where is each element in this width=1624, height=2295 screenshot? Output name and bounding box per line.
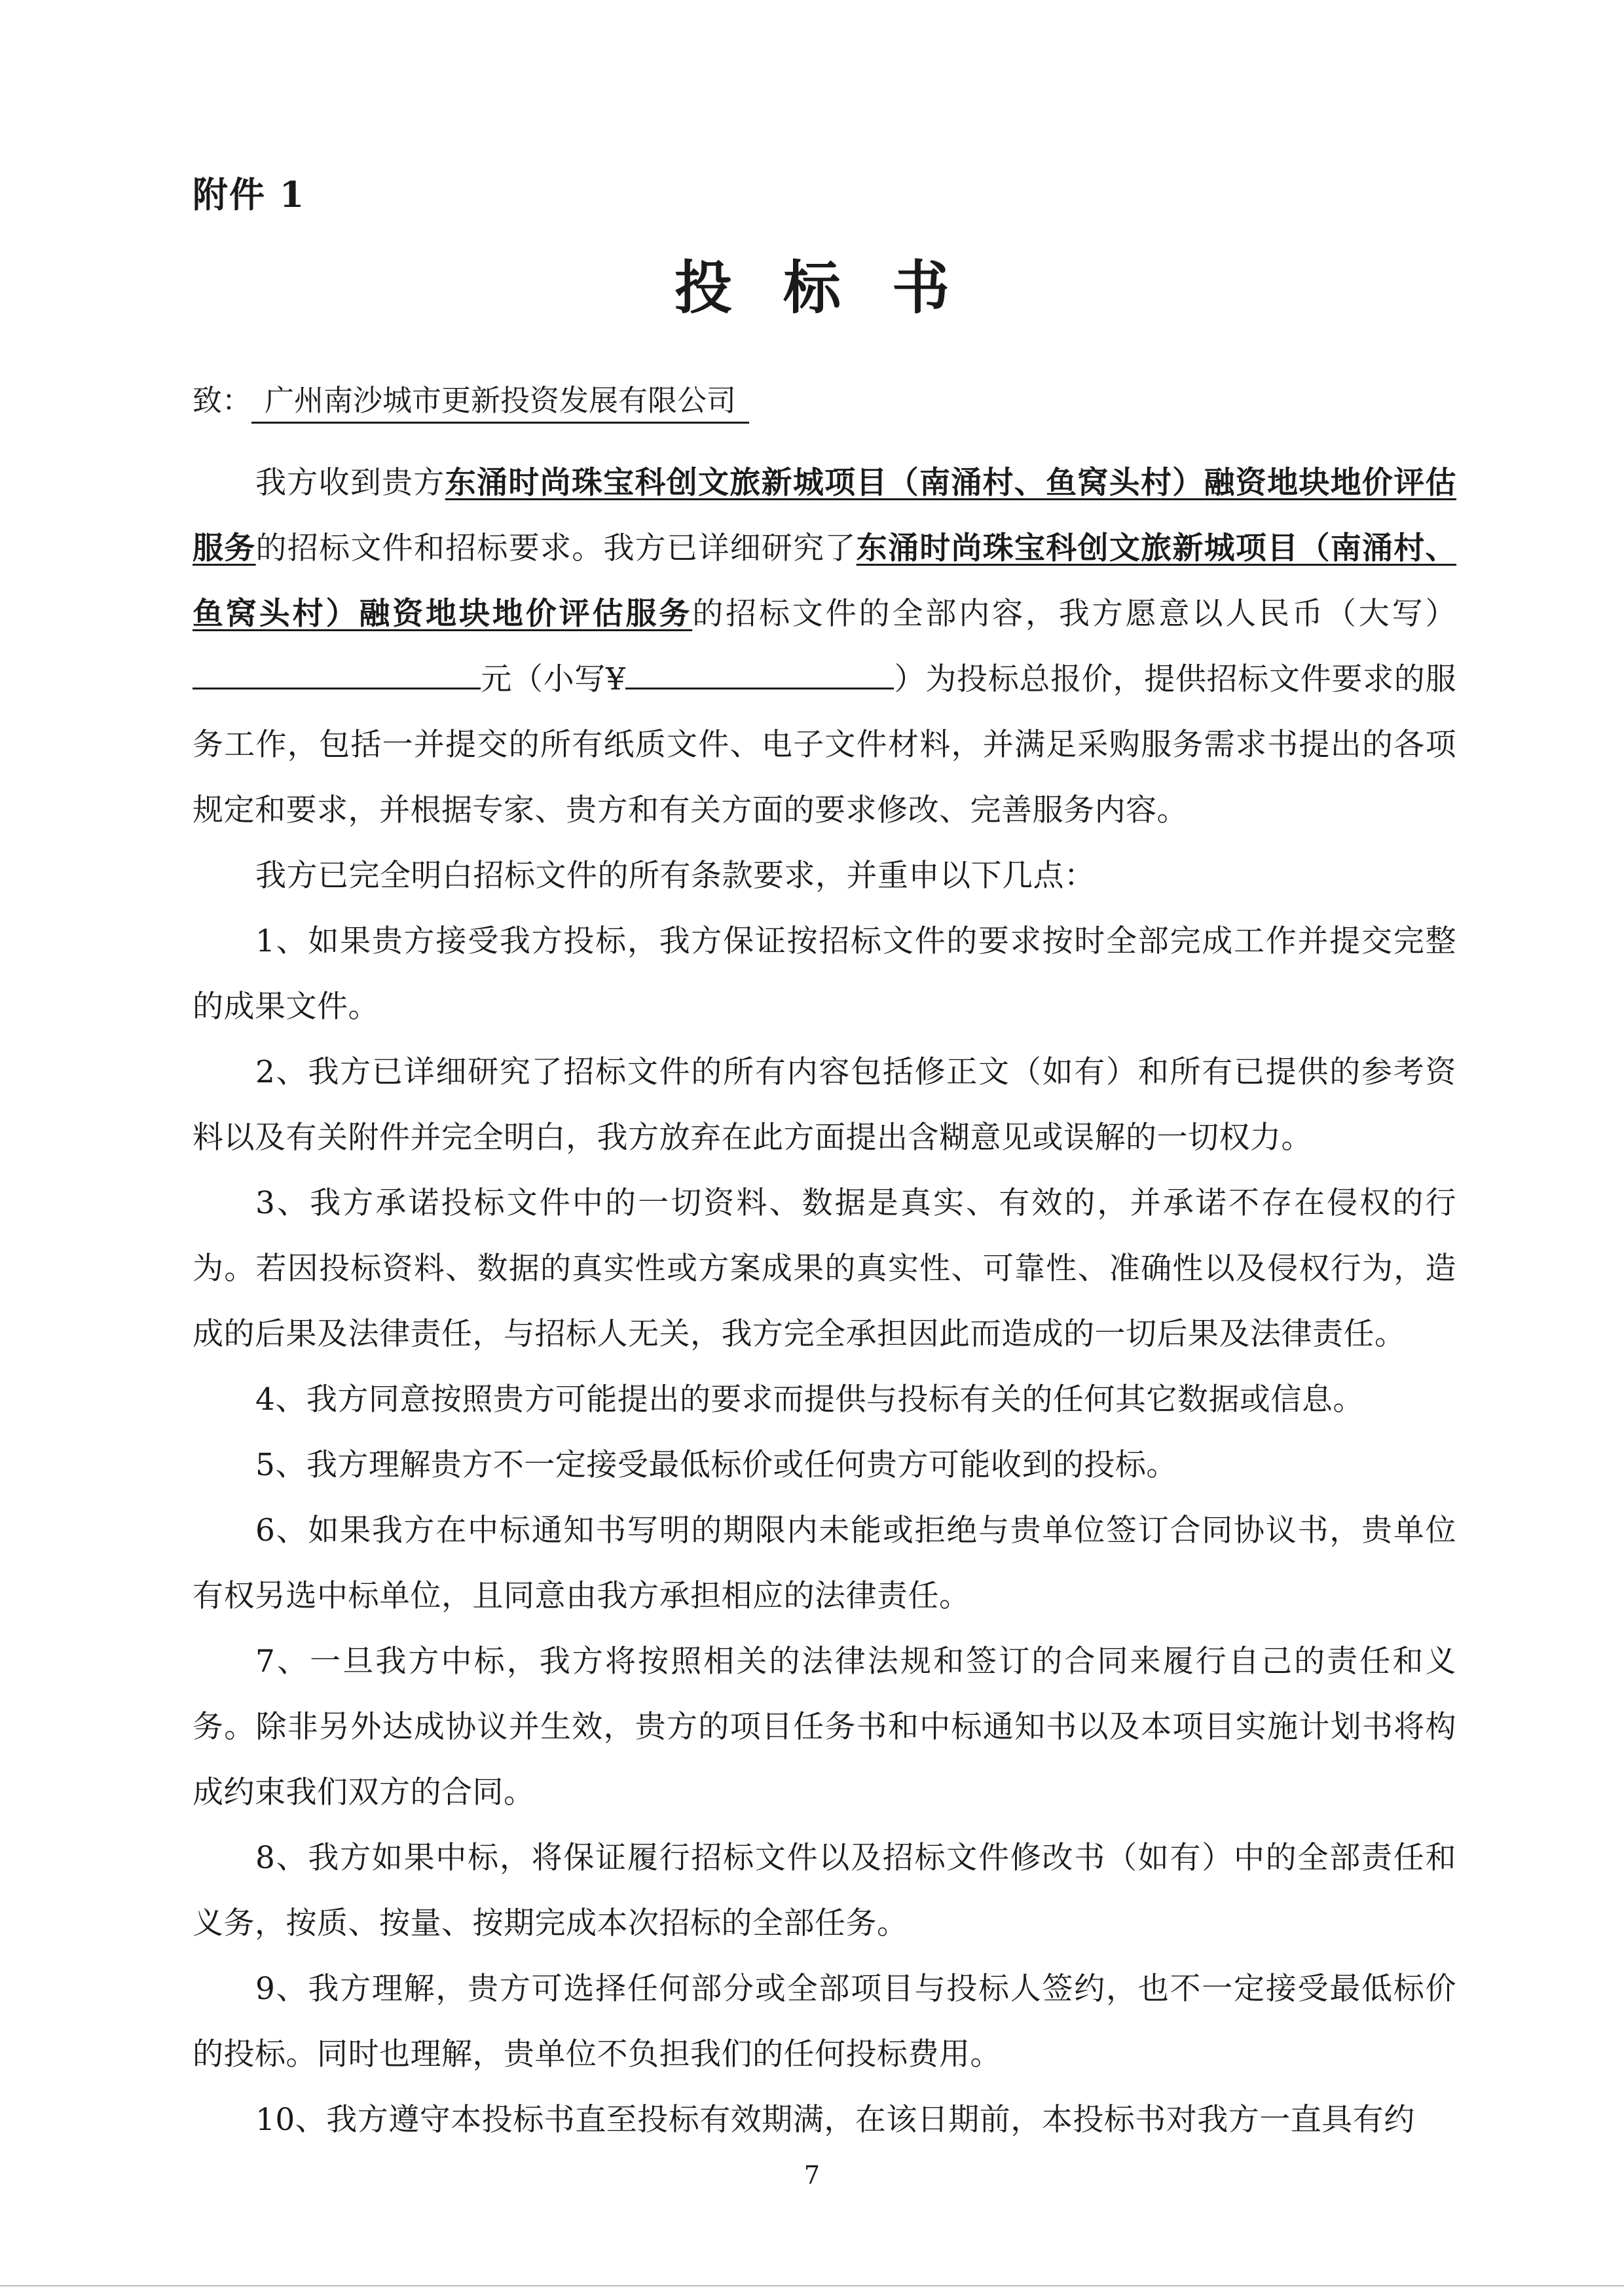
clause-7: 7、一旦我方中标，我方将按照相关的法律法规和签订的合同来履行自己的责任和义务。除非另外达成协议并生效，贵方的项目任务书和中标通知书以及本项目实施计划书将构成约束我们双方的合同。	[193, 1643, 1456, 1810]
clause-6: 6、如果我方在中标通知书写明的期限内未能或拒绝与贵单位签订合同协议书，贵单位有权另选中标单位，且同意由我方承担相应的法律责任。	[193, 1513, 1456, 1614]
document-title: 投标书	[674, 253, 1001, 321]
attachment-label: 附件 1	[193, 174, 306, 215]
intro-text-1: 我方收到贵方	[255, 465, 445, 501]
clause-5: 5、我方理解贵方不一定接受最低标价或任何贵方可能收到的投标。	[255, 1447, 1177, 1483]
addressee-prefix: 致：	[193, 383, 252, 418]
addressee-line	[193, 376, 749, 424]
intro-text-3: 的招标文件的全部内容，我方愿意以人民币（大写）	[692, 596, 1457, 632]
intro-text-4: 元（小写¥	[481, 661, 626, 697]
addressee-company: 广州南沙城市更新投资发展有限公司	[251, 376, 749, 424]
document-body	[193, 450, 1456, 2153]
price-lowercase-blank	[625, 661, 894, 689]
project-name-1: 东涌时尚珠宝科创文旅新城项目（南涌村、鱼窝头村）融资地块地价评估服务	[193, 465, 1456, 566]
intro-text-2: 的招标文件和招标要求。我方已详细研究了	[255, 530, 857, 566]
clause-1: 1、如果贵方接受我方投标，我方保证按招标文件的要求按时全部完成工作并提交完整的成果文件。	[193, 923, 1456, 1025]
clause-3: 3、我方承诺投标文件中的一切资料、数据是真实、有效的，并承诺不存在侵权的行为。若因投标资料、数据的真实性或方案成果的真实性、可靠性、准确性以及侵权行为，造成的后果及法律责任，与招标人无关，我方完全承担因此而造成的一切后果及法律责任。	[193, 1185, 1456, 1352]
project-name-2: 东涌时尚珠宝科创文旅新城项目（南涌村、鱼窝头村）融资地块地价评估服务	[193, 530, 1457, 632]
clause-10: 10、我方遵守本投标书直至投标有效期满，在该日期前，本投标书对我方一直具有约	[255, 2102, 1415, 2138]
page-number: 7	[803, 2161, 821, 2190]
intro-paragraph	[193, 450, 1456, 843]
scan-edge-line	[0, 2285, 1624, 2286]
clause-9: 9、我方理解，贵方可选择任何部分或全部项目与投标人签约，也不一定接受最低标价的投标。同时也理解，贵单位不负担我们的任何投标费用。	[193, 1971, 1456, 2072]
statement-paragraph: 我方已完全明白招标文件的所有条款要求，并重申以下几点：	[255, 858, 1096, 894]
intro-text-5: ）为投标总报价，提供招标文件要求的服务工作，包括一并提交的所有纸质文件、电子文件材料，并满足采购服务需求书提出的各项规定和要求，并根据专家、贵方和有关方面的要求修改、完善服务内容。	[193, 661, 1457, 828]
clause-2: 2、我方已详细研究了招标文件的所有内容包括修正文（如有）和所有已提供的参考资料以及有关附件并完全明白，我方放弃在此方面提出含糊意见或误解的一切权力。	[193, 1054, 1456, 1156]
price-uppercase-blank	[193, 661, 481, 689]
clause-4: 4、我方同意按照贵方可能提出的要求而提供与投标有关的任何其它数据或信息。	[255, 1382, 1364, 1418]
clause-8: 8、我方如果中标，将保证履行招标文件以及招标文件修改书（如有）中的全部责任和义务，按质、按量、按期完成本次招标的全部任务。	[193, 1840, 1456, 1941]
